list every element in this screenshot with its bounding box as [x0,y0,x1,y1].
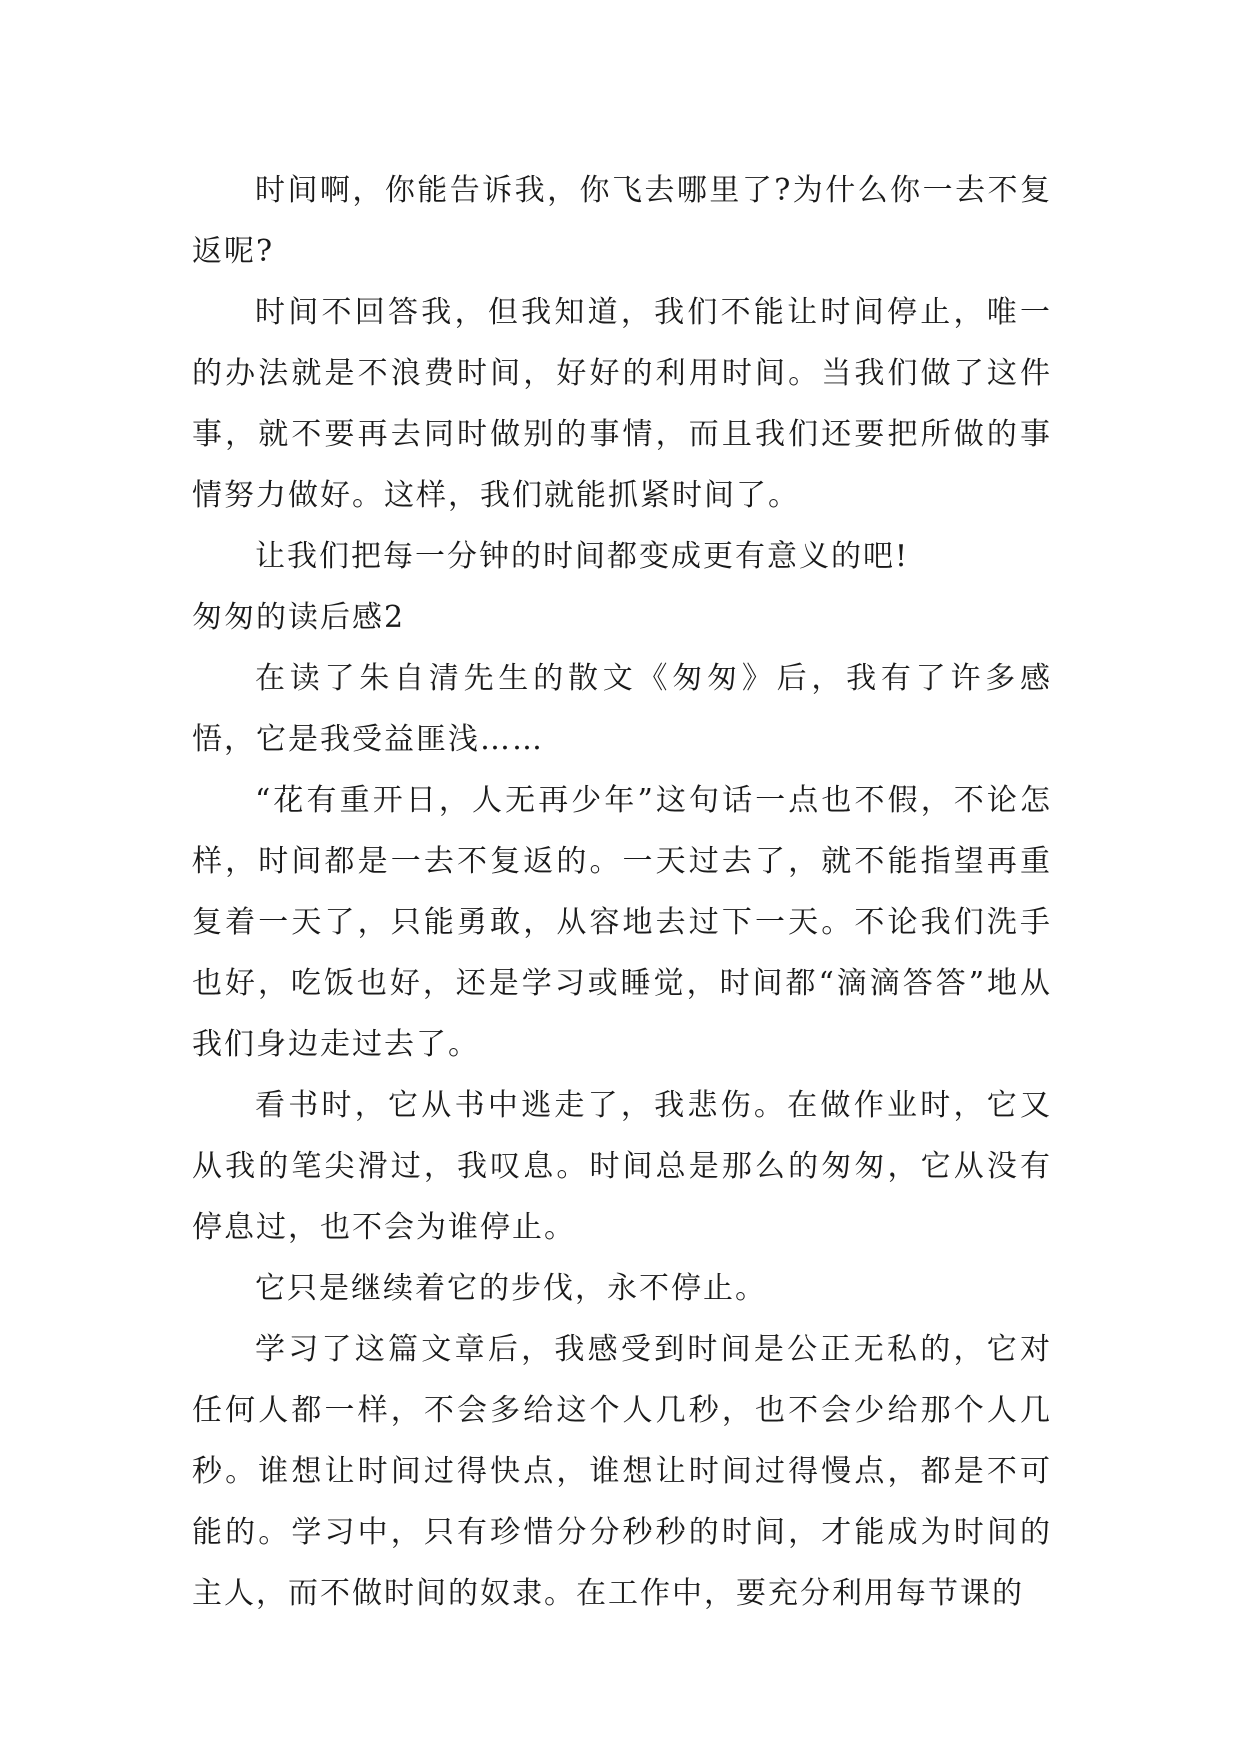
paragraph: 学习了这篇文章后，我感受到时间是公正无私的，它对任何人都一样，不会多给这个人几秒，也不会少给那个人几秒。谁想让时间过得快点，谁想让时间过得慢点，都是不可能的。学习中，只有珍惜分分秒秒的时间，才能成为时间的主人，而不做时间的奴隶。在工作中，要充分利用每节课的 [192,1332,1052,1611]
document-body [192,160,1052,1624]
paragraph: 让我们把每一分钟的时间都变成更有意义的吧! [255,539,910,574]
paragraph: 看书时，它从书中逃走了，我悲伤。在做作业时，它又从我的笔尖滑过，我叹息。时间总是那么的匆匆，它从没有停息过，也不会为谁停止。 [192,1088,1052,1245]
paragraph: “花有重开日，人无再少年”这句话一点也不假，不论怎样，时间都是一去不复返的。一天过去了，就不能指望再重复着一天了，只能勇敢，从容地去过下一天。不论我们洗手也好，吃饭也好，还是学习或睡觉，时间都“滴滴答答”地从我们身边走过去了。 [192,783,1052,1062]
paragraph: 时间啊，你能告诉我，你飞去哪里了?为什么你一去不复返呢? [192,173,1052,269]
paragraph: 时间不回答我，但我知道，我们不能让时间停止，唯一的办法就是不浪费时间，好好的利用时间。当我们做了这件事，就不要再去同时做别的事情，而且我们还要把所做的事情努力做好。这样，我们就能抓紧时间了。 [192,295,1052,513]
paragraph: 它只是继续着它的步伐，永不停止。 [255,1271,767,1306]
paragraph: 在读了朱自清先生的散文《匆匆》后，我有了许多感悟，它是我受益匪浅…… [192,661,1052,757]
section-title: 匆匆的读后感2 [192,600,406,635]
